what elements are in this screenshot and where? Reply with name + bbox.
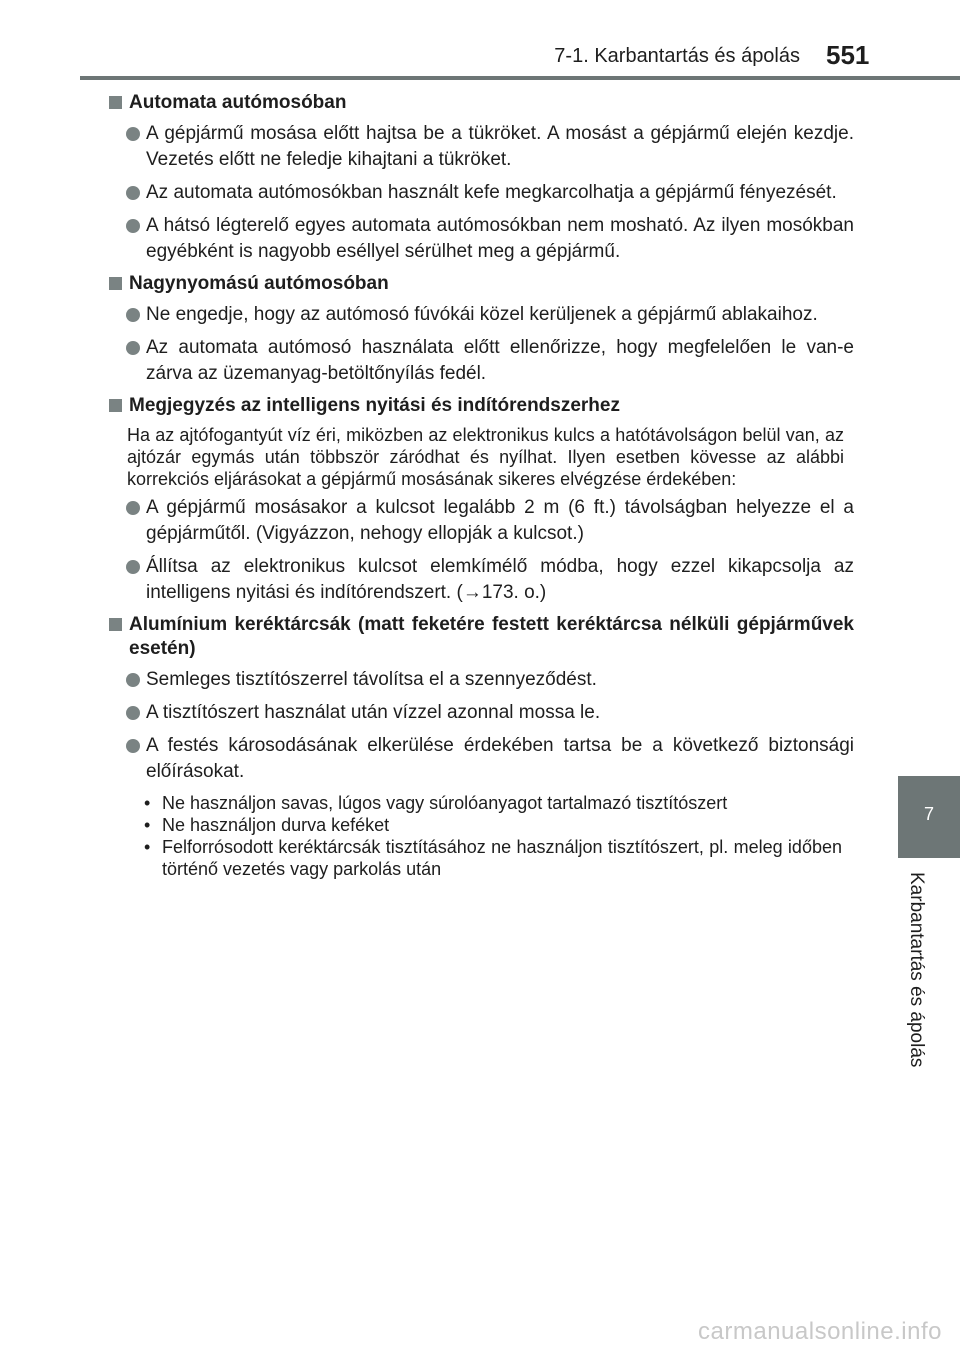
list-item-text: Az automata autómosó használata előtt ellenőrizze, hogy megfelelően le van-e zárva az üzemanyag-betöltőnyílás fedél.: [146, 337, 854, 384]
header-rule: [80, 76, 960, 80]
list-item-text: A tisztítószert használat után vízzel azonnal mossa le.: [146, 702, 601, 723]
square-bullet-icon: [109, 96, 122, 109]
section-paragraph: Ha az ajtófogantyút víz éri, miközben az elektronikus kulcs a hatótávolságon belül van, az ajtózár egymás után többször záródhat és nyílhat. Ilyen esetben kövesse az alábbi korrekciós eljárásokat a gépjármű mosásának sikeres elvégzése érdekében:: [127, 425, 844, 489]
square-bullet-icon: [109, 277, 122, 290]
circle-bullet-icon: [126, 219, 140, 233]
section-heading-text: Megjegyzés az intelligens nyitási és indítórendszerhez: [129, 395, 620, 416]
chapter-number: 7: [923, 804, 934, 824]
list-item: [108, 554, 854, 606]
list-item-text: A gépjármű mosása előtt hajtsa be a tükröket. A mosást a gépjármű elején kezdje. Vezetés előtt ne feledje kihajtani a tükröket.: [146, 123, 854, 170]
section-heading: [108, 91, 854, 115]
section-heading-text: Automata autómosóban: [129, 92, 347, 113]
list-item-text: A gépjármű mosásakor a kulcsot legalább 2 m (6 ft.) távolságban helyezze el a gépjárműtől. (Vigyázzon, nehogy ellopják a kulcsot.): [146, 497, 854, 544]
watermark: carmanualsonline.info: [698, 1318, 942, 1345]
list-item: [108, 335, 854, 387]
list-item-text: A hátsó légterelő egyes automata autómosókban nem mosható. Az ilyen mosókban egyébként is nagyobb eséllyel sérülhet meg a gépjármű.: [146, 215, 854, 262]
section-heading: [108, 272, 854, 296]
section-heading-text: Alumínium keréktárcsák (matt feketére festett keréktárcsa nélküli gépjárművek esetén): [129, 614, 854, 659]
page-number: 551: [826, 40, 870, 70]
bullet-item: [108, 836, 854, 880]
chapter-side-label: Karbantartás és ápolás: [906, 872, 927, 1068]
list-item: [108, 213, 854, 265]
circle-bullet-icon: [126, 127, 140, 141]
list-item: [108, 700, 854, 726]
list-item-text: Semleges tisztítószerrel távolítsa el a szennyeződést.: [146, 669, 597, 690]
square-bullet-icon: [109, 618, 122, 631]
bullet-dot-icon: •: [144, 837, 151, 857]
list-item: [108, 733, 854, 785]
list-item: [108, 667, 854, 693]
section-heading: [108, 613, 854, 661]
circle-bullet-icon: [126, 341, 140, 355]
bullet-item-text: Ne használjon savas, lúgos vagy súrolóanyagot tartalmazó tisztítószert: [162, 793, 728, 813]
bullet-dot-icon: •: [144, 793, 151, 813]
list-item: [108, 121, 854, 173]
circle-bullet-icon: [126, 739, 140, 753]
bullet-item-text: Ne használjon durva keféket: [162, 815, 390, 835]
list-item: [108, 302, 854, 328]
list-item-text: A festés károsodásának elkerülése érdekében tartsa be a következő biztonsági előírásokat.: [146, 735, 854, 782]
page-content: [108, 91, 854, 880]
bullet-list: [108, 792, 854, 880]
section-heading: [108, 394, 854, 418]
list-item: [108, 495, 854, 547]
circle-bullet-icon: [126, 560, 140, 574]
list-item-text: Állítsa az elektronikus kulcsot elemkímélő módba, hogy ezzel kikapcsolja az intelligens nyitási és indítórendszert. (→173. o.): [146, 556, 854, 603]
bullet-item: [108, 792, 854, 814]
circle-bullet-icon: [126, 706, 140, 720]
list-item: [108, 180, 854, 206]
circle-bullet-icon: [126, 501, 140, 515]
section-title: 7-1. Karbantartás és ápolás: [554, 45, 800, 67]
bullet-item-text: Felforrósodott keréktárcsák tisztításához ne használjon tisztítószert, pl. meleg időben történő vezetés vagy parkolás után: [162, 837, 842, 879]
section-heading-text: Nagynyomású autómosóban: [129, 273, 389, 294]
circle-bullet-icon: [126, 186, 140, 200]
chapter-tab: [898, 776, 960, 858]
list-item-text: Ne engedje, hogy az autómosó fúvókái közel kerüljenek a gépjármű ablakaihoz.: [146, 304, 818, 325]
bullet-dot-icon: •: [144, 815, 151, 835]
list-item-text: Az automata autómosókban használt kefe megkarcolhatja a gépjármű fényezését.: [146, 182, 837, 203]
square-bullet-icon: [109, 399, 122, 412]
bullet-item: [108, 814, 854, 836]
circle-bullet-icon: [126, 673, 140, 687]
circle-bullet-icon: [126, 308, 140, 322]
